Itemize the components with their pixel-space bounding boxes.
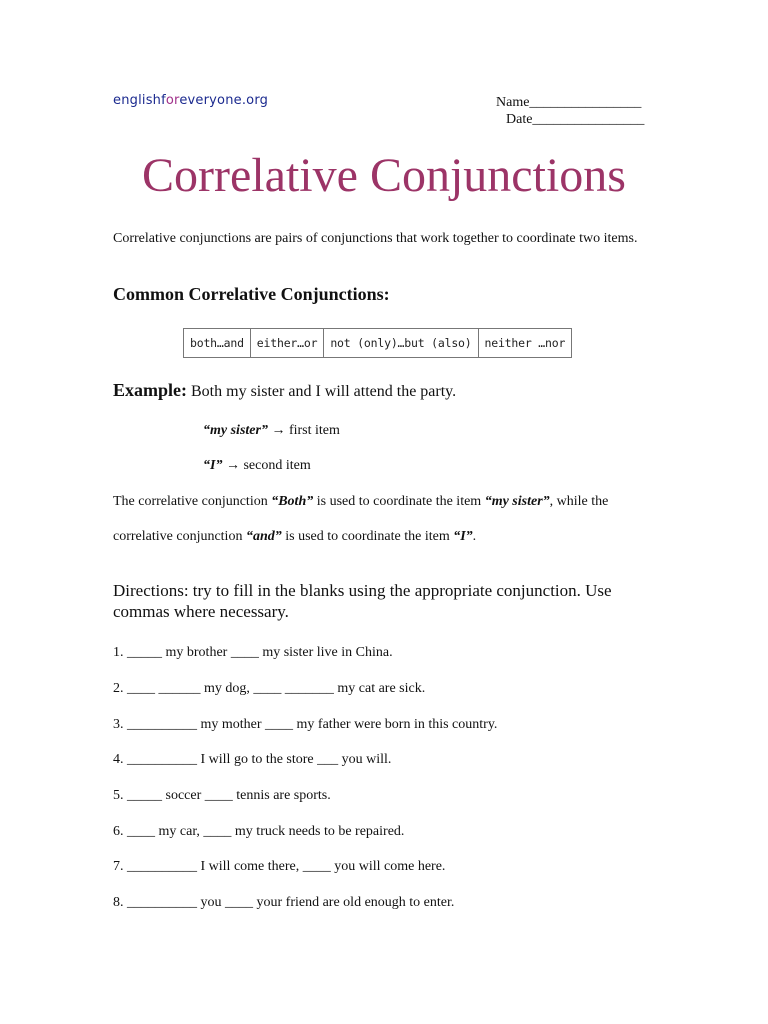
- item-description: second item: [243, 458, 311, 473]
- example-item-1: [203, 423, 340, 439]
- question-3: 3. __________ my mother ____ my father were born in this country.: [113, 717, 498, 732]
- logo-text-part2: or: [165, 93, 180, 108]
- subheading: Common Correlative Conjunctions:: [113, 284, 390, 304]
- example-label: Example:: [113, 380, 187, 400]
- directions-text: : try to fill in the blanks using the appropriate conjunction. Use commas where necessary.: [113, 581, 612, 621]
- item-term: “my sister”: [203, 423, 268, 438]
- explanation-text: .: [472, 529, 477, 544]
- table-cell: not (only)…but (also): [324, 329, 478, 358]
- question-7: 7. __________ I will come there, ____ you will come here.: [113, 859, 446, 874]
- explanation-text: is used to coordinate the item: [313, 494, 485, 509]
- date-line: Date________________: [506, 112, 645, 127]
- name-date-block: [496, 94, 644, 128]
- explanation-emphasis: “I”: [453, 529, 473, 544]
- explanation-text: The correlative conjunction: [113, 494, 272, 509]
- table-cell: either…or: [250, 329, 324, 358]
- directions-label: Directions: [113, 581, 184, 600]
- page-title: Correlative Conjunctions: [142, 149, 626, 202]
- arrow-icon: →: [225, 458, 240, 473]
- site-logo: [113, 93, 268, 108]
- explanation-emphasis: “Both”: [271, 494, 314, 509]
- directions: [113, 580, 653, 622]
- question-2: 2. ____ ______ my dog, ____ _______ my cat are sick.: [113, 681, 426, 696]
- explanation-line-1: [113, 494, 608, 510]
- example-sentence: [113, 380, 456, 401]
- explanation-emphasis: “my sister”: [484, 494, 550, 509]
- question-5: 5. _____ soccer ____ tennis are sports.: [113, 788, 331, 803]
- table-cell: neither …nor: [478, 329, 572, 358]
- logo-text-part3: everyone.org: [179, 93, 269, 108]
- table-cell: both…and: [184, 329, 251, 358]
- question-4: 4. __________ I will go to the store ___ you will.: [113, 752, 392, 767]
- explanation-line-2: [113, 529, 476, 545]
- question-1: 1. _____ my brother ____ my sister live in China.: [113, 645, 393, 660]
- question-8: 8. __________ you ____ your friend are old enough to enter.: [113, 895, 455, 910]
- conjunctions-table: [183, 328, 572, 358]
- item-description: first item: [288, 423, 340, 438]
- explanation-emphasis: “and”: [245, 529, 282, 544]
- explanation-text: correlative conjunction: [113, 529, 246, 544]
- explanation-text: is used to coordinate the item: [281, 529, 454, 544]
- table-row: [184, 329, 572, 358]
- explanation-text: , while the: [549, 494, 609, 509]
- question-6: 6. ____ my car, ____ my truck needs to be repaired.: [113, 824, 405, 839]
- item-term: “I”: [203, 458, 223, 473]
- logo-text-part1: englishf: [113, 93, 166, 108]
- arrow-icon: →: [271, 423, 286, 438]
- intro-paragraph: Correlative conjunctions are pairs of conjunctions that work together to coordinate two items.: [113, 231, 638, 246]
- example-text: Both my sister and I will attend the party.: [191, 383, 457, 400]
- name-line: Name________________: [496, 95, 642, 110]
- example-item-2: [203, 458, 311, 474]
